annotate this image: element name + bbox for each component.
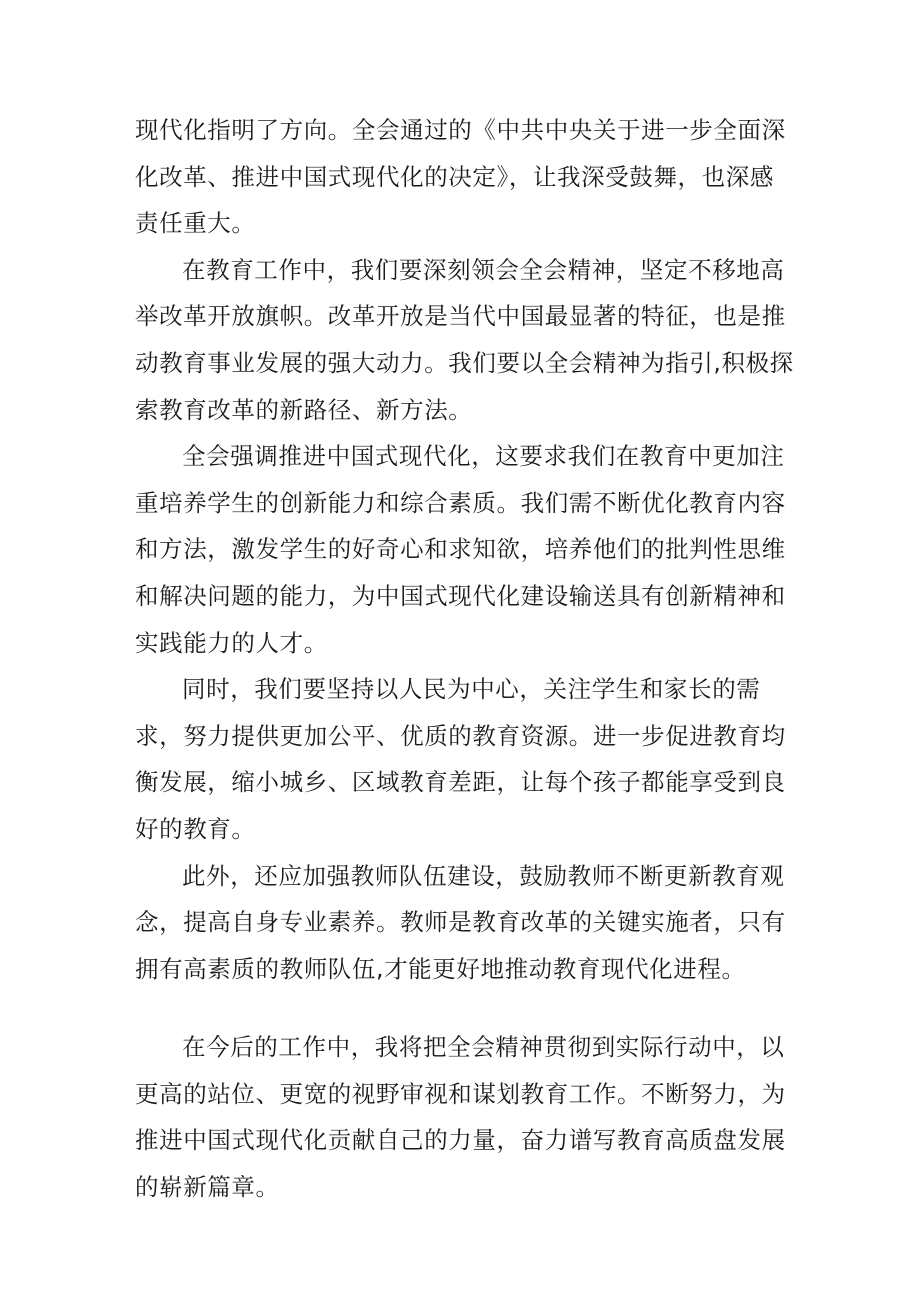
paragraph-continued-intro: 现代化指明了方向。全会通过的《中共中央关于进一步全面深化改革、推进中国式现代化的决定》，让我深受鼓舞，也深感责任重大。 xyxy=(135,116,786,238)
paragraph-spacer xyxy=(135,992,797,1024)
paragraph-innovation-ability: 全会强调推进中国式现代化，这要求我们在教育中更加注重培养学生的创新能力和综合素质。我们需不断优化教育内容和方法，激发学生的好奇心和求知欲，培养他们的批判性思维和解决问题的能力，为中国式现代化建设输送具有创新精神和实践能力的人才。 xyxy=(135,442,786,657)
paragraph-teacher-team: 此外，还应加强教师队伍建设，鼓励教师不断更新教育观念，提高自身专业素养。教师是教育改革的关键实施者，只有拥有高素质的教师队伍,才能更好地推动教育现代化进程。 xyxy=(135,861,786,983)
paragraph-reform-opening: 在教育工作中，我们要深刻领会全会精神，坚定不移地高举改革开放旗帜。改革开放是当代中国最显著的特征，也是推动教育事业发展的强大动力。我们要以全会精神为指引,积极探索教育改革的新路径、新方法。 xyxy=(135,255,794,424)
document-body xyxy=(135,107,797,1211)
paragraph-people-centered: 同时，我们要坚持以人民为中心，关注学生和家长的需求，努力提供更加公平、优质的教育资源。进一步促进教育均衡发展，缩小城乡、区域教育差距，让每个孩子都能享受到良好的教育。 xyxy=(135,675,786,843)
paragraph-future-work: 在今后的工作中，我将把全会精神贯彻到实际行动中，以更高的站位、更宽的视野审视和谋划教育工作。不断努力，为推进中国式现代化贡献自己的力量，奋力谱写教育高质盘发展的崭新篇章。 xyxy=(135,1033,786,1202)
